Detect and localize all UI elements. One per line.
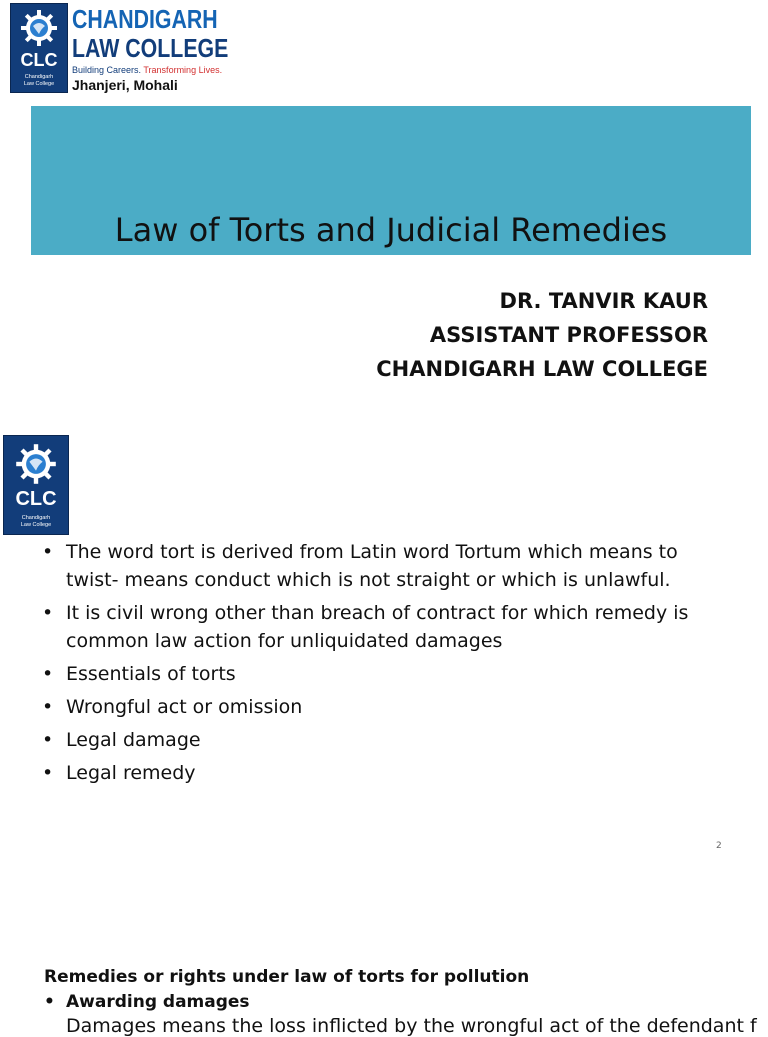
list-item: • Wrongful act or omission	[42, 696, 303, 718]
slide2-logo	[3, 435, 69, 535]
tagline-accent: Transforming Lives.	[143, 65, 223, 75]
page-number: 2	[716, 841, 722, 851]
list-item: • The word tort is derived from Latin word Tortum which means to twist- means conduct which is not straight or which is unlawful.	[42, 541, 678, 591]
list-item: • Legal remedy	[42, 762, 196, 784]
list-item: • It is civil wrong other than breach of contract for which remedy is common law action for unliquidated damages	[42, 602, 689, 652]
logo-badge	[10, 3, 68, 93]
tagline-plain: Building Careers.	[72, 65, 142, 75]
logo-badge-line2: Law College	[23, 81, 55, 87]
gear-globe-icon	[19, 8, 59, 48]
slide2-bullet-list	[40, 538, 730, 792]
slide2-logo-badge	[3, 435, 69, 535]
list-item: • Legal damage	[42, 729, 201, 751]
author-designation: ASSISTANT PROFESSOR	[429, 323, 708, 347]
slide2-logo-line2: Law College	[20, 522, 52, 528]
logo-location: Jhanjeri, Mohali	[72, 77, 178, 93]
slide3-heading: Remedies or rights under law of torts for pollution	[44, 967, 530, 987]
author-institution: CHANDIGARH LAW COLLEGE	[376, 357, 708, 381]
list-item: • Essentials of torts	[42, 663, 236, 685]
logo-tagline	[72, 65, 222, 75]
slide2-logo-abbr: CLC	[15, 488, 57, 510]
author-block	[376, 284, 708, 386]
college-logo	[10, 3, 229, 93]
author-name: DR. TANVIR KAUR	[499, 289, 708, 313]
slide3-partial-line: Damages means the loss inflicted by the wrongful act of the defendant f	[66, 1015, 757, 1037]
logo-name-line1: CHANDIGARH	[72, 4, 218, 34]
slide2-logo-line1: Chandigarh	[21, 515, 51, 521]
slide3-bullet: • Awarding damages	[44, 992, 250, 1012]
gear-globe-icon	[14, 442, 58, 486]
title-banner	[31, 106, 751, 255]
presentation-title: Law of Torts and Judicial Remedies	[114, 211, 668, 249]
logo-badge-line1: Chandigarh	[24, 74, 54, 80]
logo-name-line2: LAW COLLEGE	[72, 33, 229, 63]
logo-abbr: CLC	[20, 50, 58, 70]
